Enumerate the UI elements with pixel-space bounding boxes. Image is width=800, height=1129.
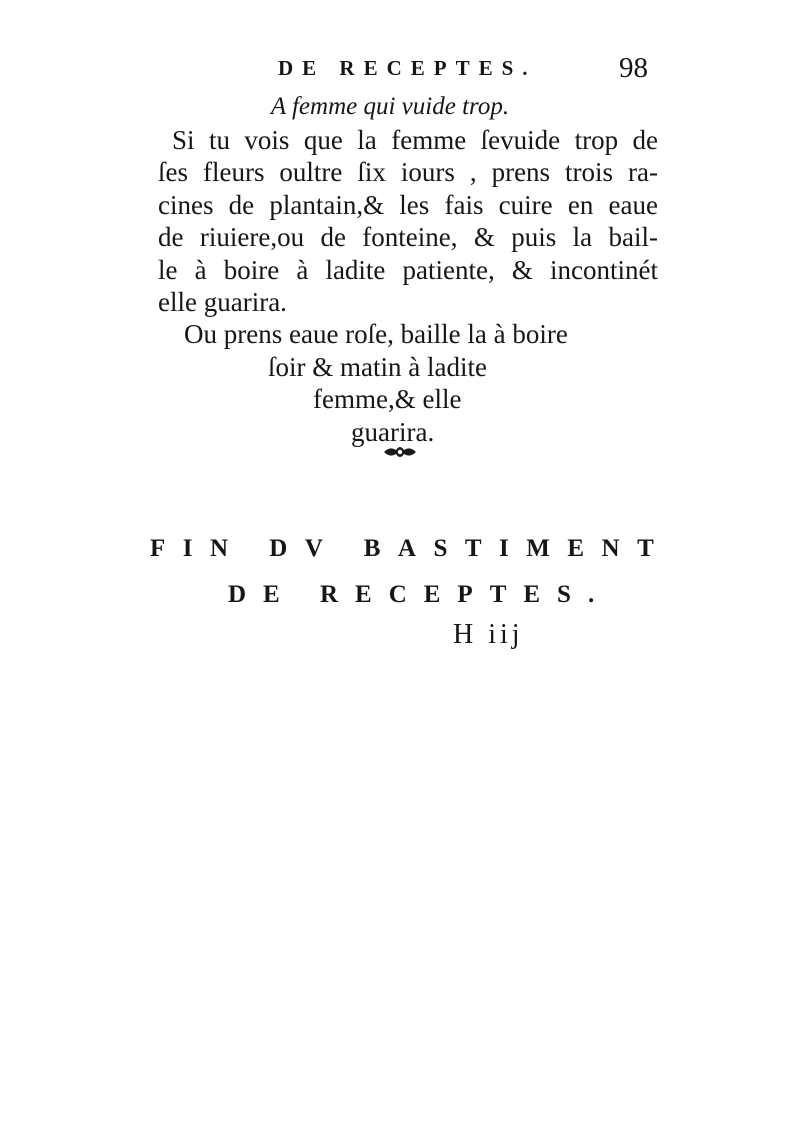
body-line: ſes fleurs oultre ſix iours , prens trois ra- [158, 157, 658, 188]
body-line: Si tu vois que la femme ſevuide trop de [172, 125, 658, 155]
recipe-closing [158, 318, 658, 448]
closing-line: guarira. [351, 416, 435, 447]
page-number: 98 [619, 52, 648, 84]
fleuron-icon [380, 440, 420, 464]
signature-mark: H iij [453, 619, 524, 650]
page-header [150, 46, 660, 90]
colophon-title: FIN DV BASTIMENT [150, 535, 672, 562]
recipe-section [158, 90, 658, 448]
body-line: de riuiere,ou de fonteine, & puis la bail- [158, 222, 658, 253]
closing-line: femme,& elle [313, 384, 462, 415]
recipe-body [158, 124, 658, 318]
recipe-title: A femme qui vuide trop. [270, 93, 510, 120]
body-line: elle guarira. [158, 287, 287, 318]
colophon-subtitle: DE RECEPTES. [228, 581, 612, 608]
body-line: le à boire à ladite patiente, & incontinét [158, 254, 658, 285]
closing-line: Ou prens eaue roſe, baille la à boire [184, 319, 568, 350]
closing-line: ſoir & matin à ladite [268, 351, 487, 382]
running-head: DE RECEPTES. [278, 56, 537, 80]
body-line: cines de plantain,& les fais cuire en eaue [158, 189, 658, 220]
